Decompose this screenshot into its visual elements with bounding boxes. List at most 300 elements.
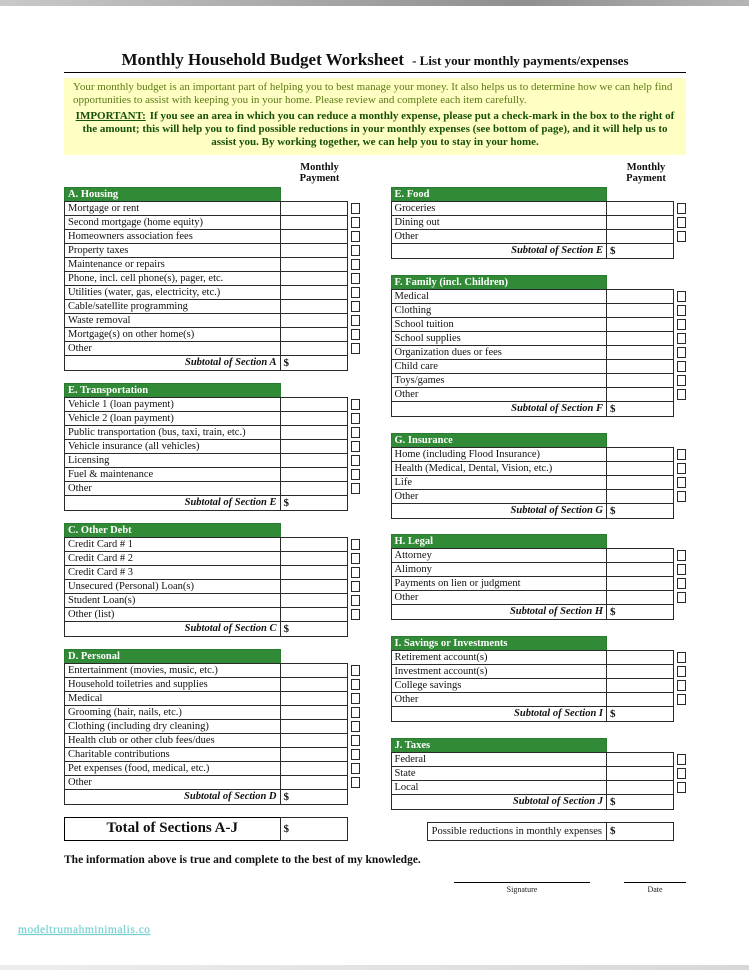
reduce-checkbox[interactable] — [351, 763, 360, 774]
amount-field[interactable] — [280, 775, 348, 790]
amount-field[interactable] — [606, 373, 674, 388]
amount-field[interactable] — [280, 299, 348, 314]
amount-field[interactable] — [606, 359, 674, 374]
reduce-checkbox[interactable] — [677, 333, 686, 344]
spacer — [280, 649, 348, 664]
expense-row — [391, 303, 687, 318]
expense-row — [64, 733, 360, 748]
expense-label: Other — [391, 387, 608, 402]
subtotal-label: Subtotal of Section A — [64, 355, 281, 371]
checkbox-cell — [348, 453, 360, 468]
section-header-row — [391, 275, 687, 290]
amount-field[interactable] — [280, 691, 348, 706]
amount-field[interactable] — [280, 341, 348, 356]
expense-row — [391, 562, 687, 577]
expense-label: Life — [391, 475, 608, 490]
expense-label: Mortgage(s) on other home(s) — [64, 327, 281, 342]
reduce-checkbox[interactable] — [351, 735, 360, 746]
reduce-checkbox[interactable] — [351, 595, 360, 606]
reduce-checkbox[interactable] — [351, 567, 360, 578]
checkbox-cell — [674, 345, 686, 360]
checkbox-cell — [674, 475, 686, 490]
amount-field[interactable] — [280, 425, 348, 440]
reduce-checkbox[interactable] — [351, 609, 360, 620]
section-other-debt — [64, 523, 360, 637]
checkbox-cell — [348, 775, 360, 790]
reduce-checkbox[interactable] — [677, 550, 686, 561]
checkbox-cell — [674, 766, 686, 781]
amount-field[interactable] — [606, 562, 674, 577]
subtotal-label: Subtotal of Section J — [391, 794, 608, 810]
reduce-checkbox[interactable] — [351, 455, 360, 466]
amount-field[interactable] — [280, 537, 348, 552]
expense-row — [391, 317, 687, 332]
subtotal-amount-field[interactable]: $ — [280, 355, 348, 371]
spacer — [674, 187, 686, 202]
amount-field[interactable] — [606, 678, 674, 693]
reduce-checkbox[interactable] — [677, 231, 686, 242]
checkbox-cell — [674, 289, 686, 304]
right-column — [391, 162, 687, 841]
checkbox-cell — [348, 397, 360, 412]
subtotal-amount-field[interactable]: $ — [280, 621, 348, 637]
reduce-checkbox[interactable] — [351, 231, 360, 242]
dollar-sign: $ — [610, 825, 616, 837]
reduce-checkbox[interactable] — [677, 491, 686, 502]
amount-field[interactable] — [280, 453, 348, 468]
expense-label: Medical — [391, 289, 608, 304]
amount-field[interactable] — [280, 607, 348, 622]
expense-row — [64, 607, 360, 622]
expense-row — [64, 397, 360, 412]
subtotal-row — [64, 789, 360, 805]
section-header-row — [391, 187, 687, 202]
expense-row — [64, 691, 360, 706]
subtotal-row — [391, 243, 687, 259]
checkbox-cell — [674, 317, 686, 332]
spacer — [606, 433, 674, 448]
amount-field[interactable] — [280, 733, 348, 748]
expense-row — [64, 453, 360, 468]
expense-label: Other — [391, 229, 608, 244]
expense-label: Toys/games — [391, 373, 608, 388]
spacer — [674, 706, 686, 722]
amount-field[interactable] — [280, 229, 348, 244]
reduce-checkbox[interactable] — [677, 782, 686, 793]
checkbox-cell — [348, 719, 360, 734]
amount-field[interactable] — [280, 761, 348, 776]
expense-row — [391, 447, 687, 462]
spacer — [674, 534, 686, 549]
reduce-checkbox[interactable] — [677, 361, 686, 372]
reduce-checkbox[interactable] — [677, 564, 686, 575]
reduce-checkbox[interactable] — [677, 666, 686, 677]
expense-row — [391, 461, 687, 476]
section-header-row — [391, 636, 687, 651]
reduce-checkbox[interactable] — [677, 449, 686, 460]
truth-statement: The information above is true and complete to the best of my knowledge. — [64, 854, 421, 866]
amount-field[interactable] — [606, 664, 674, 679]
expense-row — [391, 229, 687, 244]
amount-field[interactable] — [606, 331, 674, 346]
reduce-checkbox[interactable] — [677, 694, 686, 705]
subtotal-label: Subtotal of Section H — [391, 604, 608, 620]
expense-label: Cable/satellite programming — [64, 299, 281, 314]
amount-field[interactable] — [280, 327, 348, 342]
reduce-checkbox[interactable] — [677, 203, 686, 214]
checkbox-cell — [674, 562, 686, 577]
checkbox-cell — [674, 548, 686, 563]
section-title: D. Personal — [64, 649, 281, 664]
amount-field[interactable] — [280, 201, 348, 216]
section-family — [391, 275, 687, 417]
amount-field[interactable] — [280, 313, 348, 328]
checkbox-cell — [348, 243, 360, 258]
expense-row — [391, 766, 687, 781]
expense-label: Fuel & maintenance — [64, 467, 281, 482]
spacer — [606, 275, 674, 290]
watermark-link[interactable]: modeltrumahminimalis.co — [18, 924, 151, 936]
amount-field[interactable] — [280, 439, 348, 454]
amount-field[interactable] — [280, 719, 348, 734]
expense-label: School tuition — [391, 317, 608, 332]
reduce-checkbox[interactable] — [677, 291, 686, 302]
amount-field[interactable] — [606, 201, 674, 216]
checkbox-cell — [674, 359, 686, 374]
amount-field[interactable] — [280, 481, 348, 496]
reduce-checkbox[interactable] — [351, 399, 360, 410]
checkbox-cell — [674, 664, 686, 679]
reduce-checkbox[interactable] — [351, 301, 360, 312]
section-title: A. Housing — [64, 187, 281, 202]
subtotal-row — [64, 621, 360, 637]
spacer — [348, 817, 360, 841]
reduce-checkbox[interactable] — [677, 768, 686, 779]
spacer — [674, 636, 686, 651]
checkbox-cell — [348, 677, 360, 692]
expense-label: Child care — [391, 359, 608, 374]
checkbox-cell — [348, 439, 360, 454]
amount-field[interactable] — [606, 317, 674, 332]
section-header-row — [64, 649, 360, 664]
expense-row — [391, 331, 687, 346]
spacer — [348, 649, 360, 664]
reduce-checkbox[interactable] — [677, 680, 686, 691]
expense-row — [64, 313, 360, 328]
expense-row — [64, 285, 360, 300]
checkbox-cell — [348, 705, 360, 720]
reduce-checkbox[interactable] — [351, 343, 360, 354]
checkbox-cell — [674, 780, 686, 795]
expense-row — [64, 775, 360, 790]
section-title: E. Food — [391, 187, 608, 202]
expense-label: Utilities (water, gas, electricity, etc.) — [64, 285, 281, 300]
expense-label: Household toiletries and supplies — [64, 677, 281, 692]
total-sections-label: Total of Sections A-J — [64, 817, 281, 841]
reduce-checkbox[interactable] — [351, 483, 360, 494]
expense-row — [64, 537, 360, 552]
subtotal-row — [64, 355, 360, 371]
checkbox-cell — [674, 387, 686, 402]
expense-label: Credit Card # 2 — [64, 551, 281, 566]
expense-row — [64, 201, 360, 216]
amount-field[interactable] — [606, 780, 674, 795]
expense-row — [391, 345, 687, 360]
expense-row — [391, 576, 687, 591]
section-transportation — [64, 383, 360, 511]
notice-box — [64, 78, 686, 155]
possible-reductions-label: Possible reductions in monthly expenses — [427, 822, 607, 841]
section-header-row — [391, 433, 687, 448]
amount-field[interactable] — [280, 565, 348, 580]
amount-field[interactable] — [606, 766, 674, 781]
amount-field[interactable] — [606, 752, 674, 767]
date-line[interactable] — [624, 882, 686, 883]
amount-field[interactable] — [606, 447, 674, 462]
checkbox-cell — [348, 761, 360, 776]
amount-field[interactable] — [606, 489, 674, 504]
expense-row — [64, 215, 360, 230]
subtotal-row — [391, 604, 687, 620]
amount-field[interactable] — [606, 303, 674, 318]
reduce-checkbox[interactable] — [351, 217, 360, 228]
section-title: F. Family (incl. Children) — [391, 275, 608, 290]
reduce-checkbox[interactable] — [351, 329, 360, 340]
section-personal — [64, 649, 360, 805]
monthly-label: Monthly — [300, 162, 339, 173]
expense-label: Organization dues or fees — [391, 345, 608, 360]
expense-row — [64, 593, 360, 608]
reduce-checkbox[interactable] — [677, 375, 686, 386]
subtotal-amount-field[interactable]: $ — [606, 401, 674, 417]
reduce-checkbox[interactable] — [351, 749, 360, 760]
subtotal-label: Subtotal of Section F — [391, 401, 608, 417]
reduce-checkbox[interactable] — [351, 553, 360, 564]
checkbox-cell — [348, 551, 360, 566]
amount-field[interactable] — [606, 692, 674, 707]
spacer — [606, 636, 674, 651]
expense-row — [64, 467, 360, 482]
subtotal-amount-field[interactable]: $ — [606, 706, 674, 722]
amount-field[interactable] — [280, 215, 348, 230]
expense-label: Payments on lien or judgment — [391, 576, 608, 591]
subtotal-label: Subtotal of Section E — [391, 243, 608, 259]
expense-label: Student Loan(s) — [64, 593, 281, 608]
amount-field[interactable] — [606, 461, 674, 476]
expense-row — [391, 489, 687, 504]
expense-row — [64, 341, 360, 356]
amount-field[interactable] — [280, 705, 348, 720]
subtotal-label: Subtotal of Section I — [391, 706, 608, 722]
checkbox-cell — [674, 331, 686, 346]
reduce-checkbox[interactable] — [677, 477, 686, 488]
reduce-checkbox[interactable] — [351, 245, 360, 256]
spacer — [280, 523, 348, 538]
amount-field[interactable] — [606, 576, 674, 591]
spacer — [674, 243, 686, 259]
signature-label: Signature — [506, 885, 538, 894]
expense-row — [64, 411, 360, 426]
expense-row — [391, 780, 687, 795]
reduce-checkbox[interactable] — [677, 652, 686, 663]
subtotal-amount-field[interactable]: $ — [606, 794, 674, 810]
expense-label: Entertainment (movies, music, etc.) — [64, 663, 281, 678]
checkbox-cell — [348, 733, 360, 748]
expense-label: Vehicle insurance (all vehicles) — [64, 439, 281, 454]
subtotal-amount-field[interactable]: $ — [606, 503, 674, 519]
reduce-checkbox[interactable] — [351, 469, 360, 480]
expense-label: Clothing — [391, 303, 608, 318]
expense-label: Alimony — [391, 562, 608, 577]
reduce-checkbox[interactable] — [351, 259, 360, 270]
reduce-checkbox[interactable] — [351, 581, 360, 592]
expense-label: Credit Card # 3 — [64, 565, 281, 580]
spacer — [348, 495, 360, 511]
checkbox-cell — [348, 747, 360, 762]
checkbox-cell — [348, 341, 360, 356]
reduce-checkbox[interactable] — [677, 463, 686, 474]
date-label: Date — [647, 885, 663, 894]
reduce-checkbox[interactable] — [351, 315, 360, 326]
amount-field[interactable] — [606, 289, 674, 304]
section-title: I. Savings or Investments — [391, 636, 608, 651]
budget-worksheet-page — [64, 50, 686, 894]
signature-line[interactable] — [454, 882, 590, 883]
expense-label: Other — [64, 341, 281, 356]
amount-field[interactable] — [280, 551, 348, 566]
checkbox-cell — [348, 691, 360, 706]
spacer — [674, 822, 686, 841]
checkbox-cell — [674, 752, 686, 767]
section-header-row — [64, 523, 360, 538]
checkbox-cell — [348, 607, 360, 622]
reduce-checkbox[interactable] — [351, 427, 360, 438]
amount-field[interactable] — [606, 229, 674, 244]
left-column — [64, 162, 360, 841]
reduce-checkbox[interactable] — [677, 578, 686, 589]
dollar-sign: $ — [283, 823, 289, 835]
reduce-checkbox[interactable] — [351, 441, 360, 452]
reduce-checkbox[interactable] — [351, 693, 360, 704]
expense-label: Vehicle 1 (loan payment) — [64, 397, 281, 412]
total-amount-field[interactable] — [280, 817, 348, 841]
total-sections-row — [64, 817, 360, 841]
reduce-checkbox[interactable] — [677, 305, 686, 316]
expense-row — [391, 359, 687, 374]
amount-field[interactable] — [280, 579, 348, 594]
expense-row — [391, 475, 687, 490]
amount-field[interactable] — [606, 215, 674, 230]
reduce-checkbox[interactable] — [351, 777, 360, 788]
amount-field[interactable] — [606, 345, 674, 360]
reduce-checkbox[interactable] — [351, 679, 360, 690]
checkbox-cell — [348, 411, 360, 426]
signature-area — [64, 882, 686, 894]
reduce-checkbox[interactable] — [351, 273, 360, 284]
reduce-checkbox[interactable] — [351, 287, 360, 298]
expense-label: Credit Card # 1 — [64, 537, 281, 552]
payment-label: Payment — [299, 173, 340, 184]
amount-field[interactable] — [606, 590, 674, 605]
reduce-checkbox[interactable] — [351, 413, 360, 424]
reduce-checkbox[interactable] — [677, 217, 686, 228]
subtotal-label: Subtotal of Section G — [391, 503, 608, 519]
page-title — [64, 50, 686, 73]
checkbox-cell — [674, 201, 686, 216]
expense-label: Other — [391, 590, 608, 605]
amount-field[interactable] — [280, 677, 348, 692]
expense-label: Home (including Flood Insurance) — [391, 447, 608, 462]
amount-field[interactable] — [280, 593, 348, 608]
reductions-amount-field[interactable] — [606, 822, 674, 841]
checkbox-cell — [674, 576, 686, 591]
reduce-checkbox[interactable] — [351, 721, 360, 732]
section-food — [391, 187, 687, 259]
notice-important — [73, 110, 677, 149]
amount-field[interactable] — [280, 397, 348, 412]
expense-row — [391, 215, 687, 230]
checkbox-cell — [348, 313, 360, 328]
section-header-row — [64, 383, 360, 398]
subtotal-row — [391, 503, 687, 519]
expense-row — [64, 747, 360, 762]
expense-label: Public transportation (bus, taxi, train, etc.) — [64, 425, 281, 440]
amount-field[interactable] — [606, 475, 674, 490]
amount-field[interactable] — [280, 271, 348, 286]
reduce-checkbox[interactable] — [677, 347, 686, 358]
amount-field[interactable] — [280, 663, 348, 678]
reduce-checkbox[interactable] — [677, 319, 686, 330]
expense-label: Vehicle 2 (loan payment) — [64, 411, 281, 426]
important-label: IMPORTANT: — [75, 110, 146, 122]
checkbox-cell — [674, 373, 686, 388]
checkbox-cell — [674, 489, 686, 504]
reduce-checkbox[interactable] — [351, 203, 360, 214]
subtotal-amount-field[interactable]: $ — [280, 789, 348, 805]
expense-row — [391, 590, 687, 605]
reduce-checkbox[interactable] — [351, 707, 360, 718]
amount-field[interactable] — [280, 467, 348, 482]
expense-label: Pet expenses (food, medical, etc.) — [64, 761, 281, 776]
spacer — [280, 383, 348, 398]
amount-field[interactable] — [606, 548, 674, 563]
reduce-checkbox[interactable] — [677, 754, 686, 765]
amount-field[interactable] — [280, 243, 348, 258]
checkbox-cell — [674, 678, 686, 693]
amount-field[interactable] — [280, 285, 348, 300]
expense-row — [391, 548, 687, 563]
footer — [64, 854, 686, 894]
amount-field[interactable] — [280, 747, 348, 762]
checkbox-cell — [348, 215, 360, 230]
reduce-checkbox[interactable] — [351, 539, 360, 550]
subtotal-amount-field[interactable]: $ — [606, 243, 674, 259]
amount-field[interactable] — [606, 387, 674, 402]
section-header-row — [64, 187, 360, 202]
checkbox-cell — [348, 425, 360, 440]
amount-field[interactable] — [606, 650, 674, 665]
reduce-checkbox[interactable] — [351, 665, 360, 676]
reduce-checkbox[interactable] — [677, 592, 686, 603]
reduce-checkbox[interactable] — [677, 389, 686, 400]
expense-label: Other — [64, 775, 281, 790]
subtotal-amount-field[interactable]: $ — [280, 495, 348, 511]
amount-field[interactable] — [280, 257, 348, 272]
amount-field[interactable] — [280, 411, 348, 426]
scan-edge-top — [0, 0, 749, 6]
spacer — [674, 794, 686, 810]
subtotal-amount-field[interactable]: $ — [606, 604, 674, 620]
